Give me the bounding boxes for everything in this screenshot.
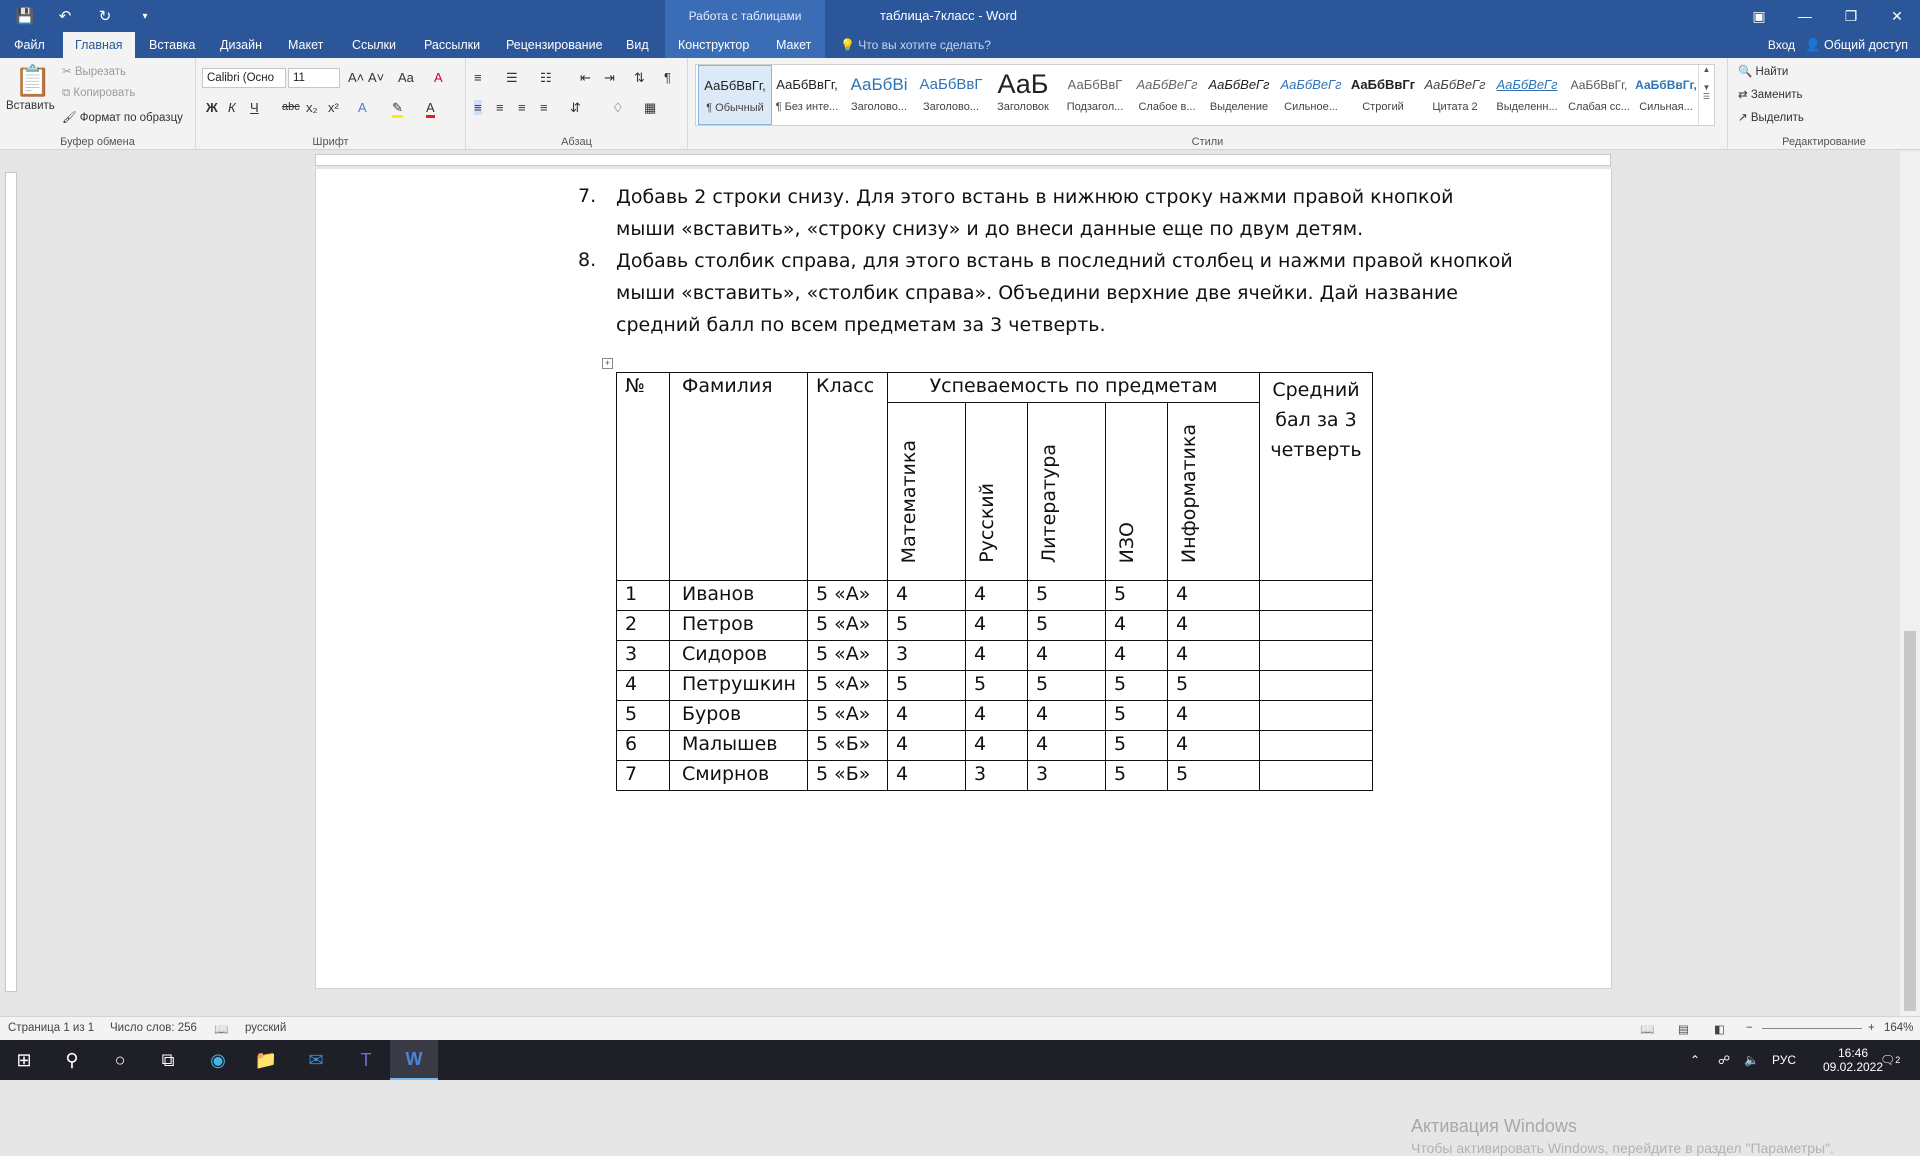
horizontal-ruler	[0, 151, 1920, 169]
scissors-icon: ✂	[62, 66, 75, 78]
styles-scroll[interactable]: ▲ ▼ ☰	[1698, 65, 1714, 125]
style-intense-quote[interactable]: АаБбВеГг Выделенн...	[1496, 77, 1558, 113]
paste-icon[interactable]: 📋	[14, 65, 52, 98]
quick-access-toolbar	[12, 4, 158, 28]
tab-references[interactable]: Ссылки	[352, 38, 397, 52]
customize-qat-icon[interactable]: ▾	[142, 10, 148, 22]
font-size-combo[interactable]: 11	[288, 68, 340, 88]
copy-button[interactable]: ⧉ Копировать	[62, 87, 136, 99]
subscript-button[interactable]: x₂	[306, 100, 318, 115]
lightbulb-icon: 💡	[840, 38, 859, 52]
table-row	[617, 581, 1373, 611]
shading-icon[interactable]: ♢	[612, 100, 624, 115]
document-title: таблица-7класс - Word	[880, 8, 1018, 23]
cell-number[interactable]: 5	[617, 701, 670, 731]
header-surname[interactable]: Фамилия	[670, 373, 808, 581]
justify-icon[interactable]: ≡	[540, 100, 548, 115]
scroll-thumb[interactable]	[1904, 631, 1916, 1011]
numbering-icon[interactable]: ☰	[506, 70, 518, 85]
font-group-label: Шрифт	[312, 136, 349, 148]
cell-grade[interactable]: 5	[1106, 761, 1168, 791]
clock-date: 09.02.2022	[1822, 1060, 1884, 1074]
subject-russian[interactable]: Русский	[966, 403, 1028, 581]
editing-group-label: Редактирование	[1782, 136, 1866, 148]
cell-grade[interactable]: 4	[966, 701, 1028, 731]
cell-grade[interactable]: 5	[1028, 671, 1106, 701]
cell-grade[interactable]: 5	[1106, 671, 1168, 701]
cell-grade[interactable]: 5	[1106, 731, 1168, 761]
cell-surname[interactable]: Смирнов	[670, 761, 808, 791]
cell-class[interactable]: 5 «А»	[808, 611, 888, 641]
style-subtitle[interactable]: АаБбВвГ Подзагол...	[1066, 77, 1124, 113]
cell-grade[interactable]: 4	[888, 731, 966, 761]
styles-gallery	[695, 64, 1715, 126]
cell-grade[interactable]: 4	[1028, 641, 1106, 671]
bold-button[interactable]: Ж	[206, 100, 218, 115]
cell-grade[interactable]: 4	[1028, 701, 1106, 731]
cell-number[interactable]: 1	[617, 581, 670, 611]
brush-icon: 🖌	[62, 112, 80, 124]
cell-number[interactable]: 3	[617, 641, 670, 671]
highlight-icon[interactable]: ✎	[392, 100, 403, 116]
edge-icon[interactable]: ◉	[210, 1049, 226, 1070]
undo-icon[interactable]: ↶	[58, 8, 72, 25]
cell-number[interactable]: 7	[617, 761, 670, 791]
redo-icon[interactable]: ↻	[98, 8, 112, 25]
item8-line1: Добавь столбик справа, для этого встань в последний столбец и нажми правой кнопкой	[616, 250, 1513, 272]
line-spacing-icon[interactable]: ⇵	[570, 100, 581, 115]
underline-button[interactable]: Ч	[250, 100, 259, 115]
cell-average[interactable]	[1260, 581, 1373, 611]
table-tools-context: Работа с таблицами	[665, 0, 825, 32]
style-heading2[interactable]: АаБбВвГ Заголово...	[919, 76, 983, 113]
cell-grade[interactable]: 3	[1028, 761, 1106, 791]
cell-average[interactable]	[1260, 671, 1373, 701]
paragraph-group-label: Абзац	[561, 136, 592, 148]
align-right-icon[interactable]: ≡	[518, 100, 526, 115]
web-layout-icon[interactable]: ◧	[1714, 1024, 1725, 1036]
cell-number[interactable]: 4	[617, 671, 670, 701]
style-normal[interactable]: АаБбВвГг, ¶ Обычный	[698, 65, 772, 125]
style-subtle-reference[interactable]: АаБбВвГг, Слабая сс...	[1568, 78, 1630, 113]
header-row-1	[617, 373, 1373, 403]
style-subtle-emphasis[interactable]: АаБбВеГг Слабое в...	[1136, 77, 1198, 113]
replace-icon: ⇄	[1738, 89, 1751, 101]
table-row	[617, 761, 1373, 791]
cell-number[interactable]: 6	[617, 731, 670, 761]
cell-grade[interactable]: 4	[888, 761, 966, 791]
format-painter-button[interactable]: 🖌 Формат по образцу	[62, 112, 183, 124]
zoom-level[interactable]: 164%	[1884, 1022, 1914, 1034]
font-group	[196, 58, 466, 150]
tab-view[interactable]: Вид	[626, 38, 649, 52]
subject-art[interactable]: ИЗО	[1106, 403, 1168, 581]
header-subjects[interactable]: Успеваемость по предметам	[888, 373, 1260, 403]
clipboard-group	[0, 58, 196, 150]
language-indicator[interactable]: русский	[245, 1022, 287, 1034]
cell-surname[interactable]: Иванов	[670, 581, 808, 611]
zoom-out-icon[interactable]: −	[1746, 1022, 1753, 1034]
list-number-7: 7.	[578, 185, 597, 207]
word-count[interactable]: Число слов: 256	[110, 1022, 197, 1034]
item7-line2: мыши «вставить», «строку снизу» и до внеси данные еще по двум детям.	[616, 218, 1364, 240]
title-bar	[0, 0, 1920, 32]
table-row	[617, 731, 1373, 761]
cell-grade[interactable]: 3	[966, 761, 1028, 791]
cell-class[interactable]: 5 «А»	[808, 701, 888, 731]
file-explorer-icon[interactable]: 📁	[254, 1049, 278, 1070]
decrease-indent-icon[interactable]: ⇤	[580, 70, 591, 85]
header-class[interactable]: Класс	[808, 373, 888, 581]
zoom-in-icon[interactable]: +	[1868, 1022, 1875, 1034]
input-language[interactable]: РУС	[1772, 1053, 1797, 1067]
proofing-icon[interactable]: 📖	[214, 1024, 229, 1036]
cortana-icon[interactable]: ○	[114, 1049, 126, 1070]
style-title[interactable]: АаБ Заголовок	[997, 69, 1049, 113]
tell-me-search[interactable]: 💡 Что вы хотите сделать?	[840, 38, 991, 52]
font-name-combo[interactable]: Calibri (Осно	[202, 68, 286, 88]
table-row	[617, 671, 1373, 701]
strikethrough-button[interactable]: abc	[282, 101, 300, 113]
cell-surname[interactable]: Малышев	[670, 731, 808, 761]
search-icon[interactable]: ⚲	[65, 1049, 79, 1070]
align-center-icon[interactable]: ≡	[496, 100, 504, 115]
copy-icon: ⧉	[62, 87, 74, 99]
sort-icon[interactable]: ⇅	[634, 70, 645, 85]
superscript-button[interactable]: x²	[328, 100, 339, 115]
search-icon: 🔍	[1738, 66, 1756, 78]
list-number-8: 8.	[578, 249, 597, 271]
item7-line1: Добавь 2 строки снизу. Для этого встань в нижнюю строку нажми правой кнопкой	[616, 186, 1454, 208]
cell-grade[interactable]: 4	[1168, 641, 1260, 671]
cell-surname[interactable]: Сидоров	[670, 641, 808, 671]
cell-grade[interactable]: 5	[1168, 761, 1260, 791]
cell-grade[interactable]: 5	[1028, 611, 1106, 641]
vertical-ruler[interactable]	[5, 172, 17, 992]
style-quote[interactable]: АаБбВеГг Цитата 2	[1424, 77, 1486, 113]
teams-icon[interactable]: T	[360, 1049, 372, 1070]
editing-group	[1728, 58, 1920, 150]
cell-average[interactable]	[1260, 611, 1373, 641]
cut-button[interactable]: ✂ Вырезать	[62, 66, 126, 78]
clock[interactable]	[1818, 1040, 1888, 1080]
mail-icon[interactable]: ✉	[308, 1049, 324, 1070]
activation-watermark-title: Активация Windows	[1411, 1116, 1577, 1136]
cell-class[interactable]: 5 «А»	[808, 641, 888, 671]
minimize-icon[interactable]: —	[1798, 8, 1812, 24]
subject-informatics[interactable]: Информатика	[1168, 403, 1260, 581]
cell-class[interactable]: 5 «Б»	[808, 731, 888, 761]
cell-grade[interactable]: 4	[1168, 611, 1260, 641]
print-layout-icon[interactable]: ▤	[1678, 1024, 1689, 1036]
font-color-icon[interactable]: A	[426, 100, 435, 115]
person-icon: 👤	[1804, 38, 1825, 52]
shrink-font-icon[interactable]: A˅	[368, 70, 385, 85]
subject-math[interactable]: Математика	[888, 403, 966, 581]
close-icon[interactable]: ✕	[1891, 7, 1903, 24]
table-row	[617, 701, 1373, 731]
cell-surname[interactable]: Петрушкин	[670, 671, 808, 701]
window-controls	[1736, 0, 1920, 32]
style-intense-reference[interactable]: АаБбВвГг, Сильная...	[1635, 78, 1697, 113]
network-icon[interactable]: ☍	[1718, 1053, 1731, 1067]
cell-grade[interactable]: 4	[888, 701, 966, 731]
ribbon-display-icon[interactable]: ▣	[1752, 7, 1766, 24]
tab-design[interactable]: Дизайн	[220, 38, 263, 52]
tab-file[interactable]: Файл	[14, 38, 45, 52]
header-num[interactable]: №	[617, 373, 670, 581]
cell-grade[interactable]: 4	[1168, 701, 1260, 731]
borders-icon[interactable]: ▦	[644, 100, 657, 115]
change-case-icon[interactable]: Aa	[398, 70, 414, 85]
clipboard-group-label: Буфер обмена	[60, 136, 135, 148]
cell-surname[interactable]: Петров	[670, 611, 808, 641]
style-strong[interactable]: АаБбВвГг Строгий	[1350, 77, 1416, 113]
cell-grade[interactable]: 5	[1106, 701, 1168, 731]
replace-button[interactable]: ⇄ Заменить	[1738, 89, 1803, 101]
notification-icon[interactable]: 🗨 2	[1880, 1053, 1901, 1067]
cell-grade[interactable]: 5	[1106, 581, 1168, 611]
multilevel-list-icon[interactable]: ☷	[540, 70, 552, 85]
subject-literature[interactable]: Литература	[1028, 403, 1106, 581]
volume-icon[interactable]: 🔈	[1744, 1053, 1759, 1067]
cell-grade[interactable]: 4	[1106, 641, 1168, 671]
paste-button[interactable]: Вставить	[6, 100, 55, 112]
increase-indent-icon[interactable]: ⇥	[604, 70, 615, 85]
text-effects-icon[interactable]: A	[358, 100, 367, 115]
cell-grade[interactable]: 4	[966, 581, 1028, 611]
show-marks-icon[interactable]: ¶	[664, 70, 671, 85]
style-heading1[interactable]: АаБбВі Заголово...	[850, 75, 908, 113]
notification-count: 2	[1895, 1055, 1901, 1065]
cell-class[interactable]: 5 «Б»	[808, 761, 888, 791]
cell-grade[interactable]: 4	[1168, 731, 1260, 761]
read-mode-icon[interactable]: 📖	[1640, 1024, 1655, 1036]
tab-table-design[interactable]: Конструктор	[678, 38, 750, 52]
taskbar	[0, 1040, 1920, 1080]
find-button[interactable]: 🔍 Найти	[1738, 66, 1789, 78]
tab-home[interactable]: Главная	[63, 32, 135, 58]
styles-group-label: Стили	[1191, 136, 1224, 148]
ribbon	[0, 58, 1920, 150]
status-bar	[0, 1016, 1920, 1040]
activation-watermark-text: Чтобы активировать Windows, перейдите в раздел "Параметры".	[1411, 1140, 1834, 1156]
share-button[interactable]: 👤 Общий доступ	[1804, 38, 1908, 52]
cell-class[interactable]: 5 «А»	[808, 581, 888, 611]
cell-grade[interactable]: 4	[1028, 731, 1106, 761]
cell-average[interactable]	[1260, 761, 1373, 791]
cell-average[interactable]	[1260, 731, 1373, 761]
ribbon-tabs	[0, 32, 1920, 58]
style-emphasis[interactable]: АаБбВеГг Выделение	[1208, 77, 1270, 113]
grow-font-icon[interactable]: A˄	[348, 70, 365, 85]
italic-button[interactable]: К	[228, 100, 236, 115]
item8-line3: средний балл по всем предметам за 3 четверть.	[616, 314, 1106, 336]
task-view-icon[interactable]: ⧉	[161, 1049, 175, 1070]
tab-insert[interactable]: Вставка	[149, 38, 196, 52]
cell-class[interactable]: 5 «А»	[808, 671, 888, 701]
cell-grade[interactable]: 3	[888, 641, 966, 671]
cell-grade[interactable]: 4	[966, 731, 1028, 761]
align-left-icon[interactable]: ≡	[474, 100, 482, 115]
table-row	[617, 611, 1373, 641]
tab-layout[interactable]: Макет	[288, 38, 324, 52]
cell-grade[interactable]: 5	[1168, 671, 1260, 701]
sign-in-link[interactable]: Вход	[1767, 38, 1795, 52]
table-body	[617, 581, 1373, 791]
tab-table-layout[interactable]: Макет	[776, 38, 812, 52]
zoom-slider[interactable]	[1762, 1028, 1862, 1029]
clock-time: 16:46	[1837, 1046, 1869, 1060]
cell-average[interactable]	[1260, 641, 1373, 671]
tab-mailings[interactable]: Рассылки	[424, 38, 481, 52]
item8-line2: мыши «вставить», «столбик справа». Объедини верхние две ячейки. Дай название	[616, 282, 1458, 304]
bullets-icon[interactable]: ≡	[474, 70, 482, 85]
table-move-handle[interactable]: +	[602, 358, 613, 369]
cell-grade[interactable]: 4	[1106, 611, 1168, 641]
cell-grade[interactable]: 4	[1168, 581, 1260, 611]
tab-review[interactable]: Рецензирование	[506, 38, 603, 52]
cell-surname[interactable]: Буров	[670, 701, 808, 731]
restore-icon[interactable]: ❐	[1844, 7, 1858, 24]
vertical-scrollbar[interactable]	[1900, 151, 1920, 1016]
cell-average[interactable]	[1260, 701, 1373, 731]
style-no-spacing[interactable]: АаБбВвГг, ¶ Без инте...	[775, 77, 839, 113]
paragraph-group	[466, 58, 688, 150]
cell-grade[interactable]: 4	[966, 611, 1028, 641]
select-button[interactable]: ↗ Выделить	[1738, 112, 1804, 124]
cell-grade[interactable]: 4	[966, 641, 1028, 671]
style-intense-emphasis[interactable]: АаБбВеГг Сильное...	[1280, 77, 1342, 113]
tray-chevron-icon[interactable]: ⌃	[1690, 1053, 1701, 1067]
ruler-strip[interactable]	[315, 154, 1611, 166]
cell-grade[interactable]: 5	[888, 671, 966, 701]
word-icon[interactable]: W	[390, 1040, 438, 1080]
cell-grade[interactable]: 4	[888, 581, 966, 611]
grades-table[interactable]	[616, 372, 1373, 791]
clear-format-icon[interactable]: A	[434, 70, 443, 85]
cell-number[interactable]: 2	[617, 611, 670, 641]
windows-start-icon[interactable]: ⊞	[16, 1049, 32, 1070]
cell-grade[interactable]: 5	[1028, 581, 1106, 611]
cell-grade[interactable]: 5	[966, 671, 1028, 701]
cursor-icon: ↗	[1738, 112, 1751, 124]
header-average[interactable]: Средний бал за 3 четверть	[1260, 373, 1373, 581]
cell-grade[interactable]: 5	[888, 611, 966, 641]
page-count[interactable]: Страница 1 из 1	[8, 1022, 95, 1034]
save-icon[interactable]: 💾	[15, 8, 35, 25]
table-row	[617, 641, 1373, 671]
